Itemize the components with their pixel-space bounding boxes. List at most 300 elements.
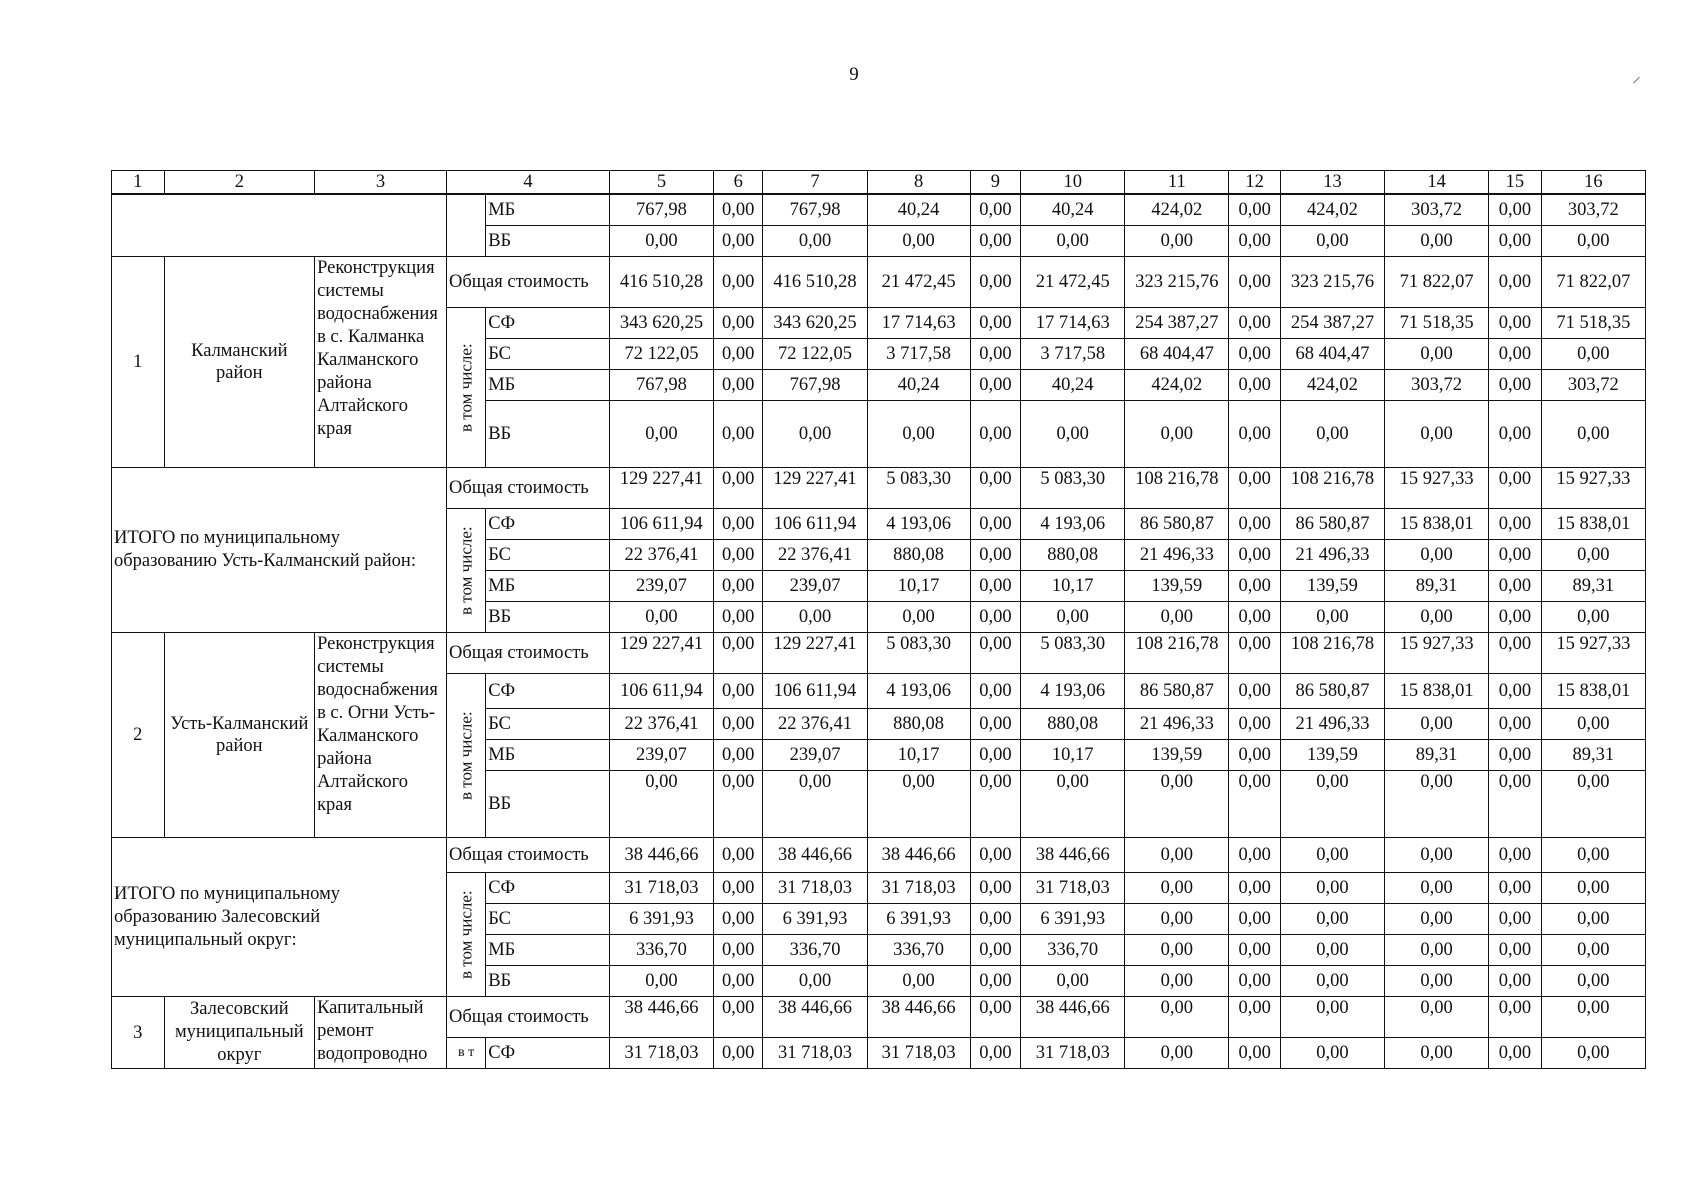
value-cell: 336,70 [1021, 935, 1125, 966]
value-cell: 0,00 [714, 838, 763, 873]
value-cell: 0,00 [1385, 226, 1489, 257]
value-cell: 0,00 [1489, 257, 1542, 308]
value-cell: 0,00 [970, 1038, 1021, 1069]
itogo-title: ИТОГО по муниципальному образованию Залесовский муниципальный округ: [112, 838, 447, 997]
carry-blank [447, 194, 486, 257]
value-cell: 0,00 [1541, 401, 1645, 468]
value-cell: 0,00 [970, 226, 1021, 257]
value-cell: 15 927,33 [1541, 633, 1645, 674]
value-cell: 0,00 [970, 771, 1021, 838]
value-cell: 21 496,33 [1125, 540, 1229, 571]
value-cell: 31 718,03 [609, 1038, 713, 1069]
value-cell: 21 496,33 [1125, 709, 1229, 740]
value-cell: 0,00 [1229, 1038, 1281, 1069]
value-cell: 40,24 [1021, 194, 1125, 226]
value-cell: 254 387,27 [1125, 308, 1229, 339]
scan-mark: ⸝ [1632, 66, 1641, 86]
value-cell: 0,00 [1489, 370, 1542, 401]
value-cell: 106 611,94 [763, 674, 867, 709]
value-cell: 89,31 [1385, 571, 1489, 602]
value-cell: 38 446,66 [763, 997, 867, 1038]
value-cell: 0,00 [763, 602, 867, 633]
value-cell: 0,00 [1489, 401, 1542, 468]
value-cell: 424,02 [1280, 370, 1384, 401]
value-cell: 0,00 [1125, 838, 1229, 873]
value-cell: 0,00 [970, 838, 1021, 873]
value-cell: 0,00 [1541, 602, 1645, 633]
value-cell: 424,02 [1280, 194, 1384, 226]
value-cell: 0,00 [1229, 370, 1281, 401]
source-label: МБ [486, 571, 610, 602]
value-cell: 0,00 [714, 571, 763, 602]
value-cell: 0,00 [867, 966, 970, 997]
value-cell: 86 580,87 [1125, 509, 1229, 540]
value-cell: 0,00 [1280, 771, 1384, 838]
value-cell: 424,02 [1125, 194, 1229, 226]
value-cell: 0,00 [714, 370, 763, 401]
value-cell: 10,17 [867, 740, 970, 771]
value-cell: 0,00 [1280, 226, 1384, 257]
value-cell: 3 717,58 [867, 339, 970, 370]
value-cell: 31 718,03 [763, 873, 867, 904]
value-cell: 0,00 [970, 370, 1021, 401]
value-cell: 0,00 [1229, 257, 1281, 308]
value-cell: 0,00 [1280, 997, 1384, 1038]
value-cell: 0,00 [1125, 771, 1229, 838]
value-cell: 0,00 [1229, 966, 1281, 997]
value-cell: 0,00 [1541, 771, 1645, 838]
value-cell: 0,00 [1385, 935, 1489, 966]
value-cell: 323 215,76 [1125, 257, 1229, 308]
row2-total-row [112, 633, 1646, 674]
value-cell: 0,00 [1229, 674, 1281, 709]
value-cell: 0,00 [714, 308, 763, 339]
value-cell: 0,00 [763, 401, 867, 468]
value-cell: 0,00 [970, 904, 1021, 935]
source-label: ВБ [486, 401, 610, 468]
value-cell: 15 927,33 [1385, 468, 1489, 509]
value-cell: 0,00 [970, 935, 1021, 966]
value-cell: 10,17 [867, 571, 970, 602]
value-cell: 0,00 [714, 1038, 763, 1069]
district-name: Залесовский муниципальный округ [164, 997, 315, 1069]
page-number: 9 [849, 64, 859, 85]
value-cell: 0,00 [763, 966, 867, 997]
header-cell: 1 [112, 171, 165, 195]
value-cell: 0,00 [1229, 308, 1281, 339]
value-cell: 880,08 [867, 709, 970, 740]
incl-label: в том числе: [447, 674, 486, 838]
value-cell: 0,00 [970, 602, 1021, 633]
row3-total-row [112, 997, 1646, 1038]
value-cell: 86 580,87 [1280, 509, 1384, 540]
budget-table [111, 170, 1646, 1069]
value-cell: 0,00 [1489, 1038, 1542, 1069]
value-cell: 0,00 [714, 226, 763, 257]
value-cell: 0,00 [970, 674, 1021, 709]
itogo-zal-total-row [112, 838, 1646, 873]
value-cell: 5 083,30 [867, 468, 970, 509]
value-cell: 0,00 [1541, 966, 1645, 997]
header-cell: 14 [1385, 171, 1489, 195]
value-cell: 0,00 [1489, 740, 1542, 771]
value-cell: 72 122,05 [609, 339, 713, 370]
row1-total-row [112, 257, 1646, 308]
value-cell: 0,00 [1229, 602, 1281, 633]
value-cell: 0,00 [970, 339, 1021, 370]
value-cell: 0,00 [1229, 401, 1281, 468]
value-cell: 0,00 [1229, 709, 1281, 740]
value-cell: 0,00 [1021, 401, 1125, 468]
value-cell: 0,00 [714, 674, 763, 709]
value-cell: 71 822,07 [1541, 257, 1645, 308]
value-cell: 0,00 [1385, 540, 1489, 571]
value-cell: 31 718,03 [763, 1038, 867, 1069]
value-cell: 303,72 [1385, 194, 1489, 226]
project-name: Реконструкция системы водоснабжения в с. Огни Усть-Калманского района Алтайского края [315, 633, 447, 838]
value-cell: 0,00 [867, 602, 970, 633]
value-cell: 0,00 [714, 709, 763, 740]
value-cell: 0,00 [1280, 401, 1384, 468]
source-label: ВБ [486, 602, 610, 633]
value-cell: 0,00 [1280, 838, 1384, 873]
value-cell: 0,00 [1385, 771, 1489, 838]
value-cell: 0,00 [1021, 771, 1125, 838]
value-cell: 0,00 [714, 194, 763, 226]
value-cell: 89,31 [1541, 571, 1645, 602]
value-cell: 0,00 [1229, 838, 1281, 873]
value-cell: 0,00 [1385, 838, 1489, 873]
incl-label: в том числе: [447, 509, 486, 633]
header-cell: 13 [1280, 171, 1384, 195]
source-label: СФ [486, 308, 610, 339]
itogo-title: ИТОГО по муниципальному образованию Усть-Калманский район: [112, 468, 447, 633]
source-label: МБ [486, 740, 610, 771]
header-row [112, 171, 1646, 195]
value-cell: 0,00 [1489, 997, 1542, 1038]
value-cell: 0,00 [1280, 873, 1384, 904]
source-label: МБ [486, 935, 610, 966]
value-cell: 72 122,05 [763, 339, 867, 370]
value-cell: 0,00 [1021, 966, 1125, 997]
value-cell: 15 927,33 [1541, 468, 1645, 509]
value-cell: 0,00 [970, 257, 1021, 308]
value-cell: 0,00 [1280, 904, 1384, 935]
value-cell: 0,00 [970, 194, 1021, 226]
value-cell: 0,00 [1489, 935, 1542, 966]
row-number: 1 [112, 257, 165, 468]
value-cell: 0,00 [867, 401, 970, 468]
source-label: СФ [486, 509, 610, 540]
value-cell: 4 193,06 [867, 509, 970, 540]
value-cell: 40,24 [867, 194, 970, 226]
value-cell: 38 446,66 [867, 838, 970, 873]
value-cell: 0,00 [714, 339, 763, 370]
value-cell: 0,00 [1541, 540, 1645, 571]
value-cell: 336,70 [609, 935, 713, 966]
value-cell: 0,00 [714, 904, 763, 935]
value-cell: 22 376,41 [763, 540, 867, 571]
source-label: БС [486, 904, 610, 935]
value-cell: 86 580,87 [1280, 674, 1384, 709]
value-cell: 0,00 [609, 401, 713, 468]
value-cell: 15 838,01 [1385, 674, 1489, 709]
source-label: БС [486, 709, 610, 740]
value-cell: 4 193,06 [867, 674, 970, 709]
value-cell: 139,59 [1125, 571, 1229, 602]
value-cell: 880,08 [867, 540, 970, 571]
value-cell: 0,00 [1229, 509, 1281, 540]
value-cell: 0,00 [714, 602, 763, 633]
value-cell: 0,00 [1280, 966, 1384, 997]
value-cell: 0,00 [609, 966, 713, 997]
value-cell: 239,07 [763, 740, 867, 771]
value-cell: 10,17 [1021, 740, 1125, 771]
value-cell: 0,00 [1489, 674, 1542, 709]
value-cell: 15 838,01 [1541, 674, 1645, 709]
value-cell: 4 193,06 [1021, 509, 1125, 540]
value-cell: 0,00 [1385, 873, 1489, 904]
itogo-ust-total-row [112, 468, 1646, 509]
carry-mb-row [112, 194, 1646, 226]
value-cell: 71 518,35 [1541, 308, 1645, 339]
value-cell: 0,00 [867, 226, 970, 257]
incl-label: в том числе: [447, 308, 486, 468]
value-cell: 0,00 [1125, 997, 1229, 1038]
value-cell: 767,98 [763, 194, 867, 226]
value-cell: 0,00 [1489, 571, 1542, 602]
value-cell: 416 510,28 [763, 257, 867, 308]
value-cell: 767,98 [609, 194, 713, 226]
value-cell: 106 611,94 [609, 509, 713, 540]
value-cell: 0,00 [970, 997, 1021, 1038]
value-cell: 0,00 [1229, 339, 1281, 370]
value-cell: 21 472,45 [867, 257, 970, 308]
value-cell: 40,24 [1021, 370, 1125, 401]
value-cell: 38 446,66 [609, 838, 713, 873]
value-cell: 0,00 [1229, 633, 1281, 674]
value-cell: 0,00 [714, 997, 763, 1038]
header-cell: 2 [164, 171, 315, 195]
value-cell: 5 083,30 [1021, 633, 1125, 674]
value-cell: 0,00 [1489, 771, 1542, 838]
value-cell: 239,07 [609, 571, 713, 602]
value-cell: 89,31 [1541, 740, 1645, 771]
value-cell: 0,00 [714, 257, 763, 308]
value-cell: 239,07 [763, 571, 867, 602]
incl-label: в том числе: [447, 873, 486, 997]
value-cell: 0,00 [1489, 468, 1542, 509]
value-cell: 71 518,35 [1385, 308, 1489, 339]
value-cell: 6 391,93 [763, 904, 867, 935]
value-cell: 0,00 [1229, 194, 1281, 226]
value-cell: 31 718,03 [867, 873, 970, 904]
value-cell: 303,72 [1385, 370, 1489, 401]
value-cell: 0,00 [714, 540, 763, 571]
value-cell: 0,00 [1280, 1038, 1384, 1069]
value-cell: 0,00 [1385, 904, 1489, 935]
value-cell: 40,24 [867, 370, 970, 401]
value-cell: 343 620,25 [609, 308, 713, 339]
value-cell: 31 718,03 [1021, 1038, 1125, 1069]
value-cell: 0,00 [970, 540, 1021, 571]
value-cell: 0,00 [1385, 997, 1489, 1038]
value-cell: 22 376,41 [609, 709, 713, 740]
value-cell: 0,00 [1021, 602, 1125, 633]
value-cell: 880,08 [1021, 540, 1125, 571]
value-cell: 0,00 [970, 571, 1021, 602]
value-cell: 5 083,30 [867, 633, 970, 674]
header-cell: 15 [1489, 171, 1542, 195]
value-cell: 0,00 [970, 873, 1021, 904]
source-label: МБ [486, 370, 610, 401]
value-cell: 139,59 [1280, 740, 1384, 771]
value-cell: 0,00 [1541, 935, 1645, 966]
value-cell: 10,17 [1021, 571, 1125, 602]
header-cell: 10 [1021, 171, 1125, 195]
value-cell: 303,72 [1541, 194, 1645, 226]
value-cell: 0,00 [970, 509, 1021, 540]
value-cell: 0,00 [714, 468, 763, 509]
value-cell: 0,00 [1125, 226, 1229, 257]
value-cell: 22 376,41 [609, 540, 713, 571]
value-cell: 0,00 [1489, 873, 1542, 904]
row-number: 3 [112, 997, 165, 1069]
value-cell: 0,00 [714, 633, 763, 674]
value-cell: 0,00 [970, 966, 1021, 997]
value-cell: 38 446,66 [1021, 838, 1125, 873]
value-cell: 0,00 [1489, 194, 1542, 226]
value-cell: 139,59 [1125, 740, 1229, 771]
value-cell: 0,00 [1125, 401, 1229, 468]
value-cell: 0,00 [1229, 904, 1281, 935]
value-cell: 71 822,07 [1385, 257, 1489, 308]
value-cell: 0,00 [1489, 540, 1542, 571]
value-cell: 0,00 [1489, 966, 1542, 997]
value-cell: 129 227,41 [609, 468, 713, 509]
value-cell: 139,59 [1280, 571, 1384, 602]
total-label: Общая стоимость [447, 838, 610, 873]
source-label: ВБ [486, 226, 610, 257]
value-cell: 0,00 [1125, 904, 1229, 935]
value-cell: 129 227,41 [609, 633, 713, 674]
value-cell: 22 376,41 [763, 709, 867, 740]
source-label: СФ [486, 1038, 610, 1069]
value-cell: 21 496,33 [1280, 540, 1384, 571]
value-cell: 416 510,28 [609, 257, 713, 308]
project-name: Капитальный ремонт водопроводно [315, 997, 447, 1069]
value-cell: 767,98 [609, 370, 713, 401]
value-cell: 31 718,03 [1021, 873, 1125, 904]
value-cell: 336,70 [763, 935, 867, 966]
value-cell: 0,00 [1489, 509, 1542, 540]
value-cell: 0,00 [714, 771, 763, 838]
value-cell: 0,00 [763, 771, 867, 838]
header-cell: 12 [1229, 171, 1281, 195]
source-label: БС [486, 339, 610, 370]
value-cell: 15 838,01 [1385, 509, 1489, 540]
value-cell: 0,00 [714, 401, 763, 468]
source-label: СФ [486, 674, 610, 709]
value-cell: 38 446,66 [1021, 997, 1125, 1038]
value-cell: 17 714,63 [1021, 308, 1125, 339]
value-cell: 0,00 [1489, 633, 1542, 674]
value-cell: 38 446,66 [763, 838, 867, 873]
value-cell: 0,00 [1489, 602, 1542, 633]
value-cell: 6 391,93 [867, 904, 970, 935]
value-cell: 6 391,93 [1021, 904, 1125, 935]
source-label: СФ [486, 873, 610, 904]
value-cell: 254 387,27 [1280, 308, 1384, 339]
value-cell: 106 611,94 [763, 509, 867, 540]
district-name: Калманский район [164, 257, 315, 468]
value-cell: 6 391,93 [609, 904, 713, 935]
value-cell: 0,00 [970, 401, 1021, 468]
header-cell: 11 [1125, 171, 1229, 195]
incl-label-cut: в т [447, 1038, 486, 1069]
value-cell: 0,00 [970, 633, 1021, 674]
value-cell: 86 580,87 [1125, 674, 1229, 709]
header-cell: 3 [315, 171, 447, 195]
value-cell: 108 216,78 [1125, 468, 1229, 509]
project-name: Реконструкция системы водоснабжения в с. Калманка Калманского района Алтайского края [315, 257, 447, 468]
value-cell: 0,00 [970, 468, 1021, 509]
header-cell: 16 [1541, 171, 1645, 195]
source-label: ВБ [486, 771, 610, 838]
value-cell: 0,00 [1541, 709, 1645, 740]
value-cell: 880,08 [1021, 709, 1125, 740]
header-cell: 4 [447, 171, 610, 195]
carry-blank [112, 194, 447, 257]
header-cell: 8 [867, 171, 970, 195]
value-cell: 0,00 [1125, 873, 1229, 904]
value-cell: 4 193,06 [1021, 674, 1125, 709]
value-cell: 0,00 [1229, 873, 1281, 904]
district-name: Усть-Калманский район [164, 633, 315, 838]
value-cell: 0,00 [1280, 602, 1384, 633]
value-cell: 68 404,47 [1125, 339, 1229, 370]
value-cell: 0,00 [1280, 935, 1384, 966]
value-cell: 0,00 [714, 740, 763, 771]
value-cell: 303,72 [1541, 370, 1645, 401]
value-cell: 0,00 [1541, 997, 1645, 1038]
value-cell: 239,07 [609, 740, 713, 771]
total-label: Общая стоимость [447, 468, 610, 509]
value-cell: 38 446,66 [609, 997, 713, 1038]
value-cell: 0,00 [1489, 308, 1542, 339]
value-cell: 0,00 [1385, 1038, 1489, 1069]
source-label: МБ [486, 194, 610, 226]
value-cell: 0,00 [1385, 339, 1489, 370]
value-cell: 0,00 [1489, 339, 1542, 370]
value-cell: 0,00 [1385, 709, 1489, 740]
value-cell: 0,00 [1541, 873, 1645, 904]
value-cell: 108 216,78 [1125, 633, 1229, 674]
value-cell: 31 718,03 [609, 873, 713, 904]
value-cell: 0,00 [1229, 935, 1281, 966]
value-cell: 0,00 [1125, 602, 1229, 633]
value-cell: 0,00 [1229, 468, 1281, 509]
value-cell: 0,00 [1125, 1038, 1229, 1069]
value-cell: 0,00 [609, 602, 713, 633]
value-cell: 767,98 [763, 370, 867, 401]
total-label: Общая стоимость [447, 633, 610, 674]
value-cell: 0,00 [1021, 226, 1125, 257]
value-cell: 0,00 [1541, 226, 1645, 257]
value-cell: 31 718,03 [867, 1038, 970, 1069]
value-cell: 0,00 [1385, 401, 1489, 468]
value-cell: 0,00 [1385, 966, 1489, 997]
